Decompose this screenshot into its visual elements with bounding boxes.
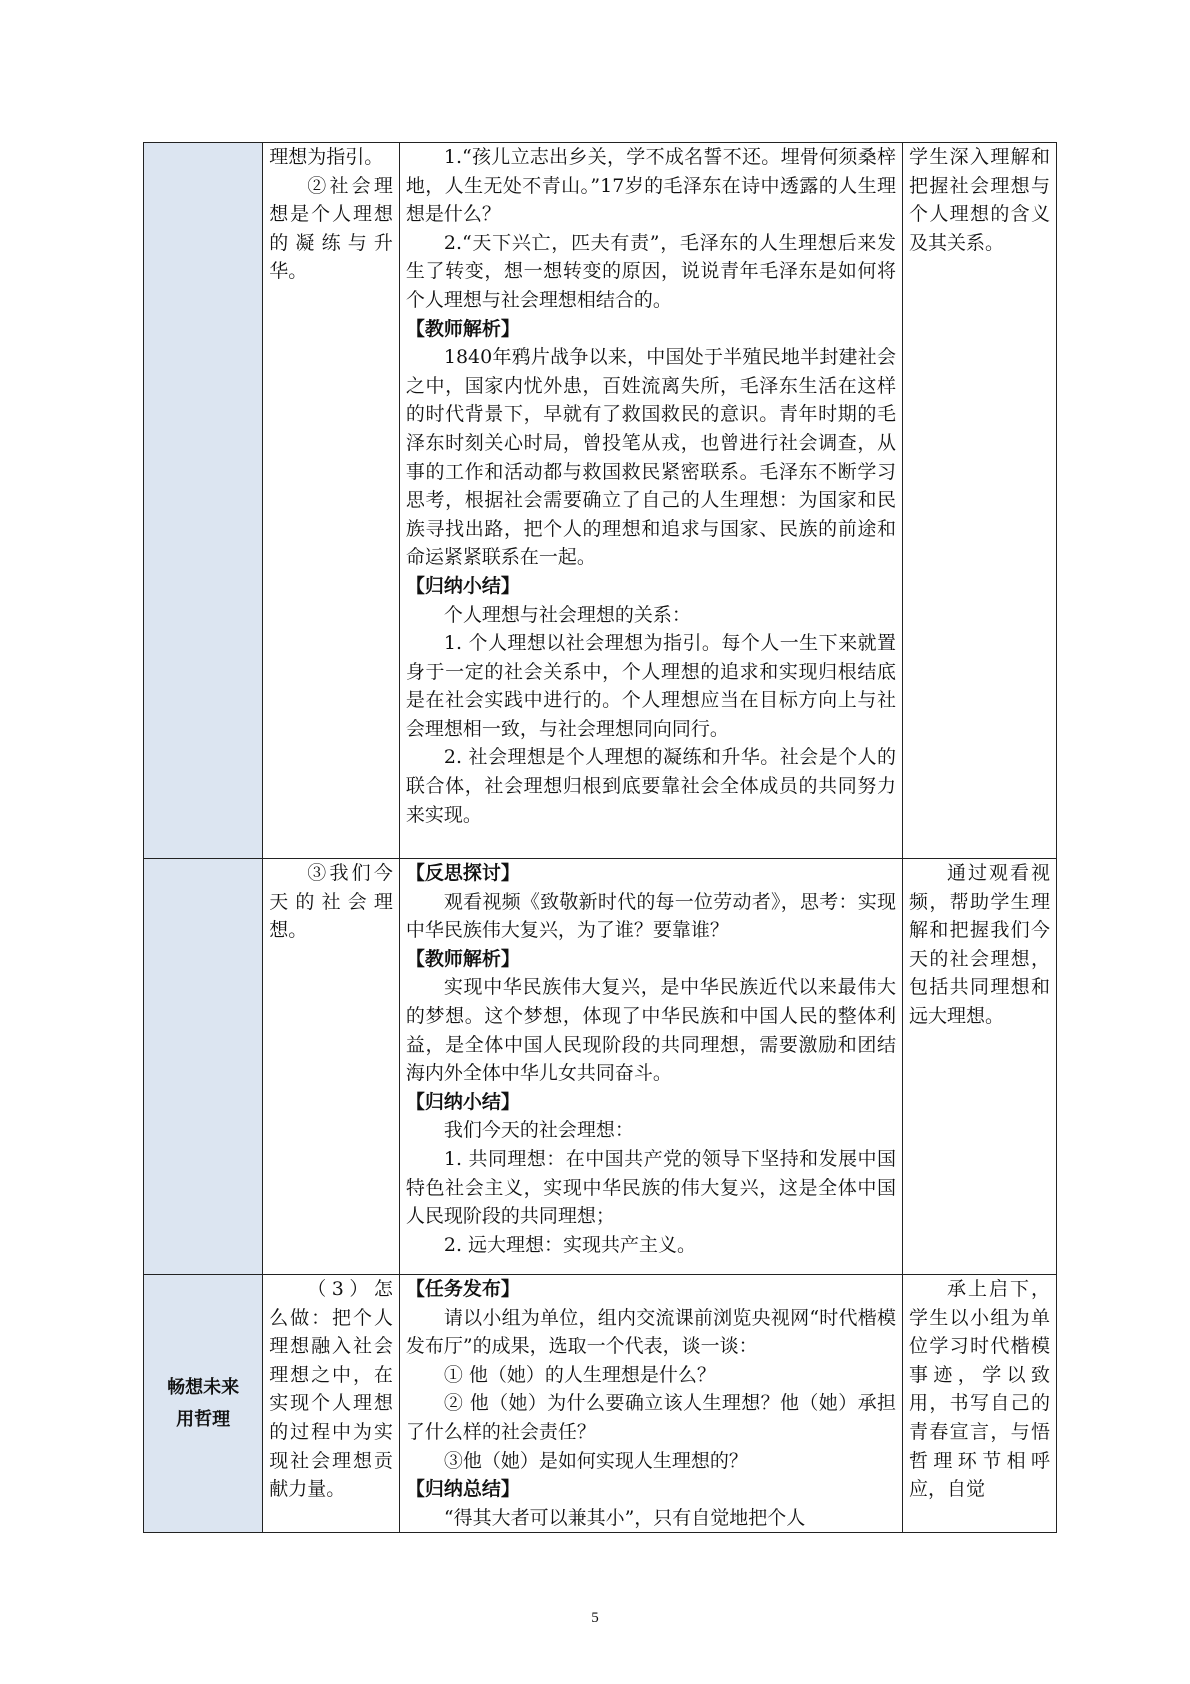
section-heading: 【归纳小结】	[405, 574, 520, 597]
summary-item: 2. 社会理想是个人理想的凝练和升华。社会是个人的联合体，社会理想归根到底要靠社会全体成员的共同努力来实现。	[405, 746, 896, 826]
key-point-text: ③我们今天的社会理想。	[269, 862, 393, 942]
purpose-cell	[903, 1275, 1057, 1533]
section-label: 用哲理	[176, 1408, 231, 1430]
key-point-cell	[263, 1275, 400, 1533]
section-heading: 【教师解析】	[405, 947, 520, 970]
key-point-text: （3）怎么做：把个人理想融入社会理想之中，在实现个人理想的过程中为实现社会理想贡献力量。	[269, 1278, 393, 1501]
key-point-cell	[263, 143, 400, 859]
table-row	[144, 859, 1057, 1275]
analysis-text: 1840年鸦片战争以来，中国处于半殖民地半封建社会之中，国家内忧外患，百姓流离失所，毛泽东生活在这样的时代背景下，早就有了救国救民的意识。青年时期的毛泽东时刻关心时局，曾投笔从戎，也曾进行社会调查，从事的工作和活动都与救国救民紧密联系。毛泽东不断学习思考，根据社会需要确立了自己的人生理想：为国家和民族寻找出路，把个人的理想和追求与国家、民族的前途和命运紧紧联系在一起。	[405, 346, 896, 569]
summary-intro: 个人理想与社会理想的关系：	[443, 603, 691, 626]
section-heading: 【归纳小结】	[405, 1090, 520, 1113]
activity-cell	[399, 859, 902, 1275]
task-item: ③他（她）是如何实现人生理想的？	[443, 1449, 748, 1472]
section-label: 畅想未来	[167, 1376, 240, 1398]
key-point-text: 理想为指引。	[269, 146, 384, 168]
purpose-text: 学生深入理解和把握社会理想与个人理想的含义及其关系。	[909, 146, 1050, 254]
section-heading: 【反思探讨】	[405, 862, 520, 884]
section-heading: 【任务发布】	[405, 1278, 520, 1300]
summary-item: 2. 远大理想：实现共产主义。	[443, 1233, 697, 1256]
summary-item: 1. 个人理想以社会理想为指引。每个人一生下来就置身于一定的社会关系中，个人理想的追求和实现归根结底是在社会实践中进行的。个人理想应当在目标方向上与社会理想相一致，与社会理想同向同行。	[405, 632, 896, 740]
table-row	[144, 1275, 1057, 1533]
analysis-text: 实现中华民族伟大复兴，是中华民族近代以来最伟大的梦想。这个梦想，体现了中华民族和中国人民的整体利益，是全体中国人民现阶段的共同理想，需要激励和团结海内外全体中华儿女共同奋斗。	[405, 976, 896, 1085]
activity-cell	[399, 1275, 902, 1533]
summary-item: 1. 共同理想：在中国共产党的领导下坚持和发展中国特色社会主义，实现中华民族的伟大复兴，这是全体中国人民现阶段的共同理想；	[405, 1147, 896, 1228]
page-number: 5	[591, 1610, 599, 1626]
discussion-text: 观看视频《致敬新时代的每一位劳动者》，思考：实现中华民族伟大复兴，为了谁？要靠谁？	[405, 890, 896, 942]
section-cell	[144, 859, 263, 1275]
task-text: 请以小组为单位，组内交流课前浏览央视网“时代楷模发布厅”的成果，选取一个代表，谈一谈：	[405, 1306, 896, 1358]
question-text: 1.“孩儿立志出乡关，学不成名誓不还。埋骨何须桑梓地，人生无处不青山。”17岁的毛泽东在诗中透露的人生理想是什么？	[405, 146, 896, 226]
table-row	[144, 143, 1057, 859]
key-point-text: ②社会理想是个人理想的凝练与升华。	[269, 174, 393, 283]
section-heading: 【教师解析】	[405, 317, 520, 340]
key-point-cell	[263, 859, 400, 1275]
purpose-text: 通过观看视频，帮助学生理解和把握我们今天的社会理想，包括共同理想和远大理想。	[909, 862, 1050, 1027]
lesson-plan-table	[143, 142, 1057, 1533]
activity-cell	[399, 143, 902, 859]
purpose-cell	[903, 859, 1057, 1275]
section-cell	[144, 1275, 263, 1533]
task-item: ② 他（她）为什么要确立该人生理想？他（她）承担了什么样的社会责任？	[405, 1392, 896, 1443]
section-cell	[144, 143, 263, 859]
conclusion-text: “得其大者可以兼其小”，只有自觉地把个人	[443, 1506, 806, 1529]
summary-intro: 我们今天的社会理想：	[443, 1119, 634, 1142]
task-item: ① 他（她）的人生理想是什么？	[443, 1363, 716, 1386]
question-text: 2.“天下兴亡，匹夫有责”，毛泽东的人生理想后来发生了转变，想一想转变的原因，说说青年毛泽东是如何将个人理想与社会理想相结合的。	[405, 231, 896, 311]
purpose-cell	[903, 143, 1057, 859]
purpose-text: 承上启下，学生以小组为单位学习时代楷模事迹，学以致用，书写自己的青春宣言，与悟哲理环节相呼应，自觉	[909, 1278, 1050, 1501]
section-heading: 【归纳总结】	[405, 1478, 520, 1501]
